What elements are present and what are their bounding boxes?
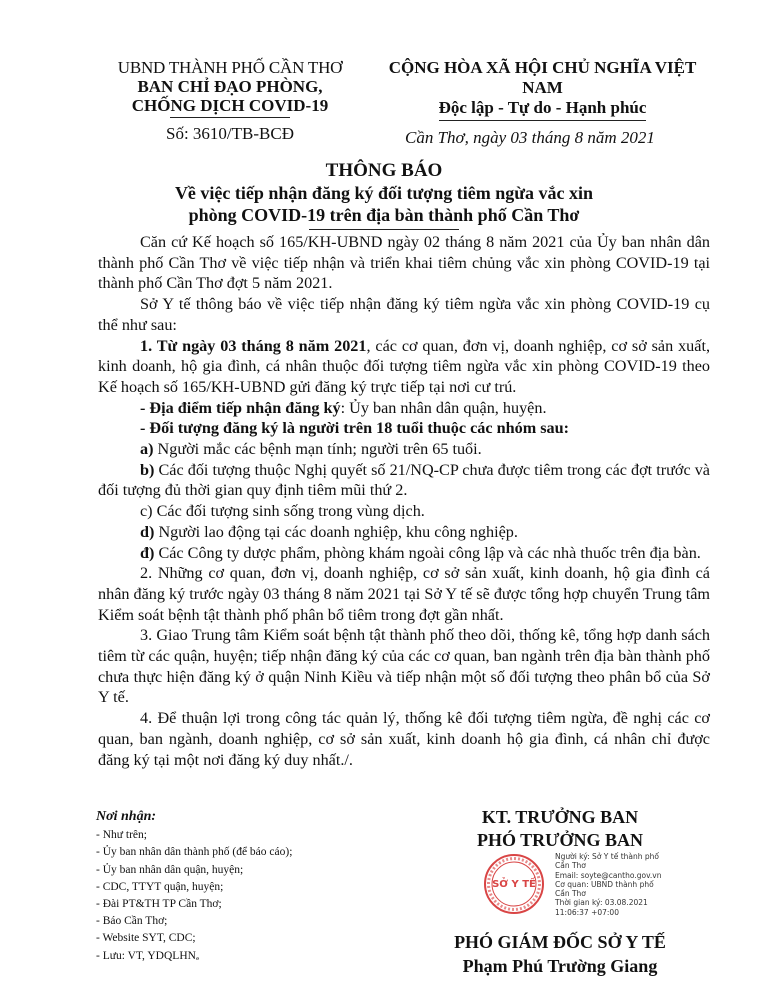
paragraph-intro: Sở Y tế thông báo về việc tiếp nhận đăng ký tiêm ngừa vắc xin phòng COVID-19 cụ thể như sau: bbox=[98, 295, 710, 334]
group-a-label: a) bbox=[140, 440, 154, 459]
group-b-text: Các đối tượng thuộc Nghị quyết số 21/NQ-CP chưa được tiêm trong các đợt trước và đối tượng đủ thời gian quy định tiêm mũi thứ 2. bbox=[98, 460, 710, 500]
sig-meta-line: Cơ quan: UBND thành phố bbox=[555, 879, 654, 889]
issuer-committee-line1: BAN CHỈ ĐẠO PHÒNG, bbox=[137, 77, 323, 96]
issuer-block bbox=[95, 58, 365, 143]
issuer-committee-line2: CHỐNG DỊCH COVID-19 bbox=[131, 96, 329, 115]
paragraph-basis: Căn cứ Kế hoạch số 165/KH-UBND ngày 02 tháng 8 năm 2021 của Ủy ban nhân dân thành phố Cần Thơ về việc tiếp nhận và triển khai tiêm chủng vắc xin phòng COVID-19 tại thành phố Cần Thơ đợt 5 năm 2021. bbox=[98, 233, 710, 293]
group-dd-label: đ) bbox=[140, 543, 155, 562]
recipient-item: - Lưu: VT, YDQLHNₔ bbox=[96, 949, 199, 962]
group-c bbox=[98, 501, 710, 522]
paragraph-location bbox=[98, 398, 710, 419]
group-d bbox=[98, 522, 710, 543]
issue-date: Cần Thơ, ngày 03 tháng 8 năm 2021 bbox=[405, 128, 655, 147]
signer-name: Phạm Phú Trường Giang bbox=[462, 956, 658, 976]
digital-signature-info bbox=[555, 852, 705, 917]
recipients-block bbox=[96, 808, 386, 965]
signer-block bbox=[430, 930, 690, 978]
national-header bbox=[370, 58, 715, 121]
document-number: Số: 3610/TB-BCĐ bbox=[166, 124, 294, 143]
issuer-city: UBND THÀNH PHỐ CẦN THƠ bbox=[117, 58, 343, 77]
sig-meta-line: Cần Thơ bbox=[555, 889, 586, 899]
national-motto: Độc lập - Tự do - Hạnh phúc bbox=[439, 98, 647, 121]
issuer-underline bbox=[170, 117, 290, 118]
group-a bbox=[98, 439, 710, 460]
paragraph-target-groups: - Đối tượng đăng ký là người trên 18 tuổi thuộc các nhóm sau: bbox=[140, 419, 570, 438]
recipient-item: - CDC, TTYT quận, huyện; bbox=[96, 880, 224, 893]
seal-text: SỞ Y TẾ bbox=[492, 879, 536, 890]
group-dd bbox=[98, 543, 710, 564]
paragraph-item-3: 3. Giao Trung tâm Kiểm soát bệnh tật thành phố theo dõi, thống kê, tổng hợp danh sách tiêm từ các quận, huyện; tiếp nhận đăng ký của các cơ quan, ban ngành trên địa bàn thành phố chưa thực hiện đăng ký ở quận Ninh Kiều và tiếp nhận một số đối tượng theo phân bổ của Sở Y tế. bbox=[98, 626, 710, 707]
group-dd-text: Các Công ty dược phẩm, phòng khám ngoài công lập và các nhà thuốc trên địa bàn. bbox=[154, 543, 701, 562]
signature-authority: KT. TRƯỞNG BAN bbox=[481, 807, 639, 827]
location-label: - Địa điểm tiếp nhận đăng ký bbox=[140, 398, 341, 417]
group-d-text: Người lao động tại các doanh nghiệp, khu công nghiệp. bbox=[154, 522, 518, 541]
sig-meta-line: Thời gian ký: 03.08.2021 bbox=[555, 898, 648, 908]
paragraph-item-1 bbox=[98, 336, 710, 398]
signature-role: PHÓ TRƯỞNG BAN bbox=[476, 830, 643, 850]
group-b-label: b) bbox=[140, 460, 155, 479]
sig-meta-line: 11:06:37 +07:00 bbox=[555, 907, 619, 917]
subject-line-2: phòng COVID-19 trên địa bàn thành phố Cần Thơ bbox=[188, 205, 580, 225]
paragraph-item-4: 4. Để thuận lợi trong công tác quản lý, thống kê đối tượng tiêm ngừa, đề nghị các cơ quan, ban ngành, doanh nghiệp, cơ sở sản xuất, kinh doanh hộ gia đình, cá nhân chỉ được đăng ký tại một nơi đăng ký duy nhất./. bbox=[98, 709, 710, 769]
sig-meta-line: Người ký: Sở Y tế thành phố bbox=[555, 852, 659, 861]
document-type: THÔNG BÁO bbox=[325, 160, 443, 181]
recipient-item: - Website SYT, CDC; bbox=[96, 932, 196, 945]
group-c-text: Các đối tượng sinh sống trong vùng dịch. bbox=[152, 502, 425, 521]
sig-meta-line: Email: soyte@cantho.gov.vn bbox=[555, 870, 662, 880]
group-d-label: d) bbox=[140, 522, 155, 541]
document-title bbox=[100, 160, 668, 230]
recipient-item: - Đài PT&TH TP Cần Thơ; bbox=[96, 898, 222, 911]
item-1-date: 1. Từ ngày 03 tháng 8 năm 2021 bbox=[140, 336, 367, 355]
nation-name: CỘNG HÒA XÃ HỘI CHỦ NGHĨA VIỆT NAM bbox=[388, 58, 697, 97]
recipient-item: - Như trên; bbox=[96, 829, 147, 842]
title-underline bbox=[309, 229, 459, 230]
signature-heading bbox=[430, 806, 690, 852]
recipient-item: - Báo Cần Thơ; bbox=[96, 915, 168, 928]
official-seal-icon bbox=[483, 853, 545, 915]
group-a-text: Người mắc các bệnh mạn tính; người trên 65 tuổi. bbox=[153, 440, 482, 459]
sig-meta-line: Cần Thơ bbox=[555, 861, 586, 871]
group-b bbox=[98, 460, 710, 501]
recipients-heading: Nơi nhận: bbox=[96, 809, 157, 824]
paragraph-item-2: 2. Những cơ quan, đơn vị, doanh nghiệp, cơ sở sản xuất, kinh doanh, hộ gia đình cá nhân đăng ký trước ngày 03 tháng 8 năm 2021 tại Sở Y tế sẽ được tổng hợp chuyển Trung tâm Kiểm soát bệnh tật thành phố phân bổ tiêm trong đợt gần nhất. bbox=[98, 564, 710, 624]
group-c-label: c) bbox=[140, 502, 153, 521]
recipient-item: - Ủy ban nhân dân quận, huyện; bbox=[96, 863, 244, 876]
recipient-item: - Ủy ban nhân dân thành phố (để báo cáo); bbox=[96, 846, 293, 859]
item-1-text: , các cơ quan, đơn vị, doanh nghiệp, cơ sở sản xuất, kinh doanh, hộ gia đình, cá nhân thuộc đối tượng tiêm ngừa vắc xin phòng COVID-19 theo Kế hoạch số 165/KH-UBND gửi đăng ký trực tiếp tại nơi cư trú. bbox=[98, 336, 710, 396]
signer-title: PHÓ GIÁM ĐỐC SỞ Y TẾ bbox=[454, 932, 666, 952]
subject-line-1: Về việc tiếp nhận đăng ký đối tượng tiêm ngừa vắc xin bbox=[174, 183, 594, 203]
location-text: : Ủy ban nhân dân quận, huyện. bbox=[340, 398, 547, 417]
document-body bbox=[98, 232, 710, 770]
